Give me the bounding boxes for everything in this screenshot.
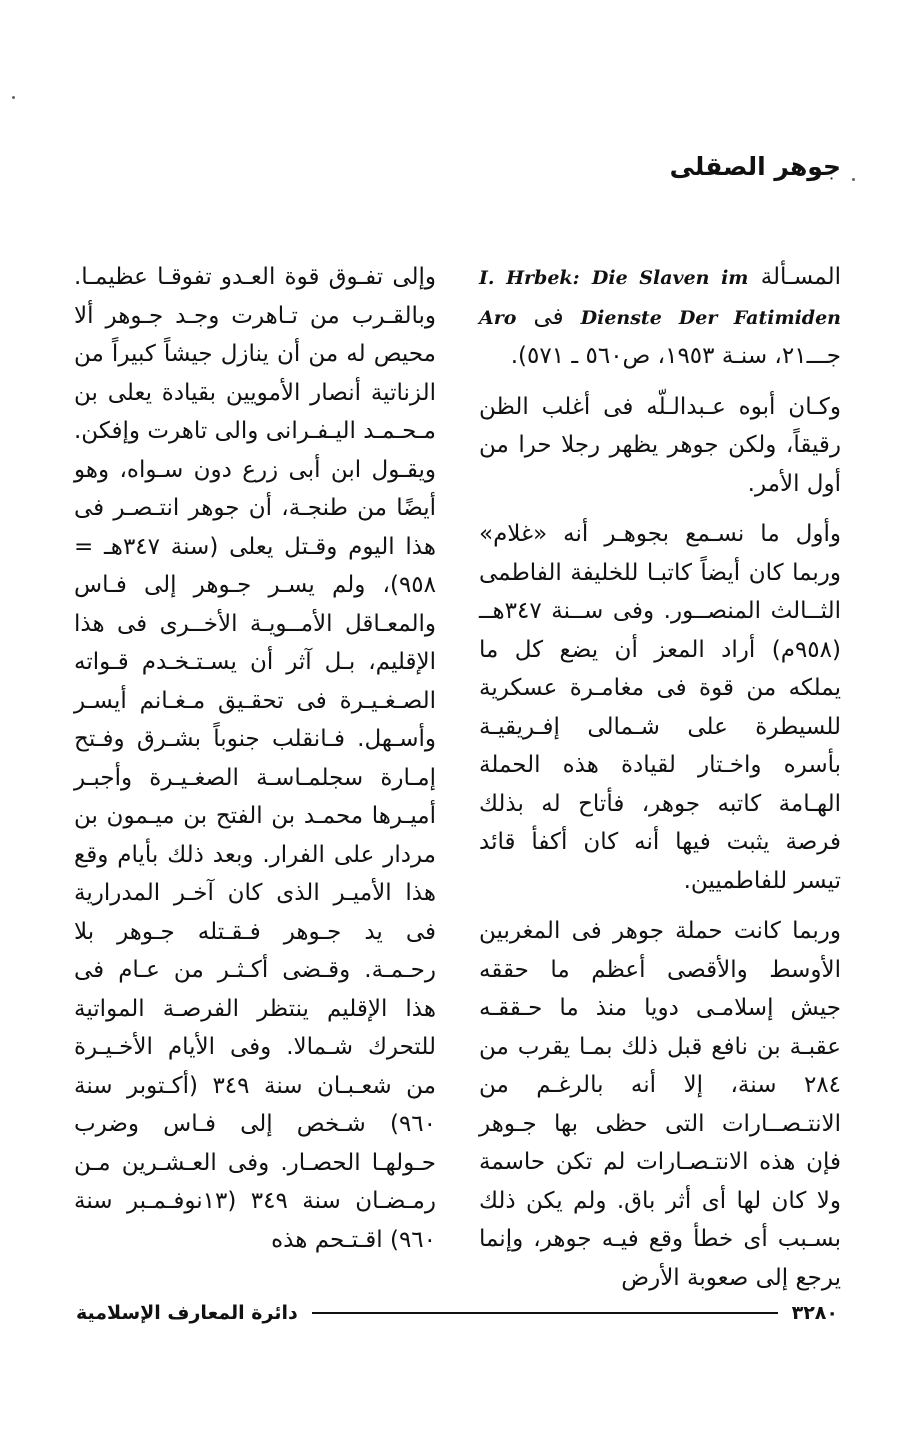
reference-paragraph xyxy=(479,258,841,376)
left-column xyxy=(74,258,436,1259)
reference-rest: جـــ٢١، سنـة ١٩٥٣، ص٥٦٠ ـ ٥٧١). xyxy=(510,343,841,369)
article-title: جوهر الصقلى xyxy=(669,152,841,181)
reference-author: I. Hrbek: xyxy=(479,267,580,289)
scan-speck xyxy=(852,178,855,181)
page-number: ٣٢٨٠ xyxy=(791,1302,838,1324)
reference-title-1: Die Slaven im Dienste xyxy=(580,267,749,329)
scan-speck xyxy=(12,96,15,99)
running-header xyxy=(541,152,841,181)
right-column xyxy=(479,258,841,1309)
paragraph: وكـان أبوه عـبدالـلّه فى أغلب الظن رقيقاً، ولكن جوهر يظهر رجلا حرا من أول الأمر. xyxy=(479,393,841,497)
reference-lead: المسـألة xyxy=(760,264,841,290)
paragraph: وربما كانت حملة جوهر فى المغربين الأوسط والأقصى أعظم ما حققه جيش إسلامـى دويا منذ ما حـققـه عقبـة بن نافع قبل ذلك بمـا يقرب من ٢٨٤ سنة، إلا أنه بالرغـم من الانتـصــارات التى حظى بها جـوهر فإن هذه الانتـصـارات لم تكن حاسمة ولا كان لها أى أثر باق. ولم يكن ذلك بسـبب أى خطأ وقع فيـه جوهر، وإنما يرجع إلى صعوبة الأرض xyxy=(479,918,841,1291)
footer-divider xyxy=(312,1312,778,1314)
reference-in: فى xyxy=(533,303,564,330)
paragraph: وأول ما نسـمع بجوهـر أنه «غلام» وربما كان أيضاً كاتبـا للخليفة الفاطمى الثــالث المنصــور. وفى ســنة ٣٤٧هــ (٩٥٨م) أراد المعز أن يضع كل ما يملكه من قوة فى مغامـرة عسكرية للسيطرة على شـمالى إفـريقيـة بأسره واخـتار لقيادة هذه الحملة الهـامة كاتبه جوهر، فأتاح له بذلك فرصة يثبت فيها أنه كان أكفأ قائد تيسر للفاطميين. xyxy=(479,521,841,894)
paragraph: وإلى تفـوق قوة العـدو تفوقـا عظيمـا. وبالقـرب من تـاهرت وجـد جـوهر ألا محيص له من أن ينازل جيشاً كبيراً من الزناتية أنصار الأمويين بقيادة يعلى بن مـحـمـد اليـفـرانى والى تاهرت وإفكن. ويقـول ابن أبى زرع دون سـواه، وهو أيضًا من طنجـة، أن جوهر انتـصـر فى هذا اليوم وقـتل يعلى (سنة ٣٤٧هـ = ٩٥٨)، ولم يسـر جـوهر إلى فـاس والمعـاقل الأمــويـة الأخــرى فى هذا الإقليم، بـل آثر أن يسـتـخـدم قـواته الصـغـيـرة فى تحقـيق مـغـانم أيسـر وأسـهل. فـانقلب جنوباً بشـرق وفـتح إمـارة سجلمـاسـة الصغـيـرة وأجبـر أميـرها محمـد بن الفتح بن ميـمون بن مردار على الفرار. وبعد ذلك بأيام وقع هذا الأميـر الذى كان آخـر المدرارية فى يد جـوهر فـقـتله جـوهر بلا رحـمـة. وقـضى أكـثـر من عـام فى هذا الإقليم ينتظر الفرصـة المواتية للتحرك شـمالا. وفى الأيام الأخـيـرة من شعـبـان سنة ٣٤٩ (أكـتوبر سنة ٩٦٠) شـخص إلى فـاس وضرب حـولهـا الحصـار. وفى العـشـرين مـن رمـضـان سنة ٣٤٩ (١٣نوفـمـبر سنة ٩٦٠) اقـتـحم هذه xyxy=(74,264,436,1253)
reference-title-2: Der Fatimiden xyxy=(678,306,841,329)
publication-name: دائرة المعارف الإسلامية xyxy=(76,1302,298,1324)
page-footer xyxy=(76,1298,838,1328)
reference-journal: Aro xyxy=(479,306,517,329)
